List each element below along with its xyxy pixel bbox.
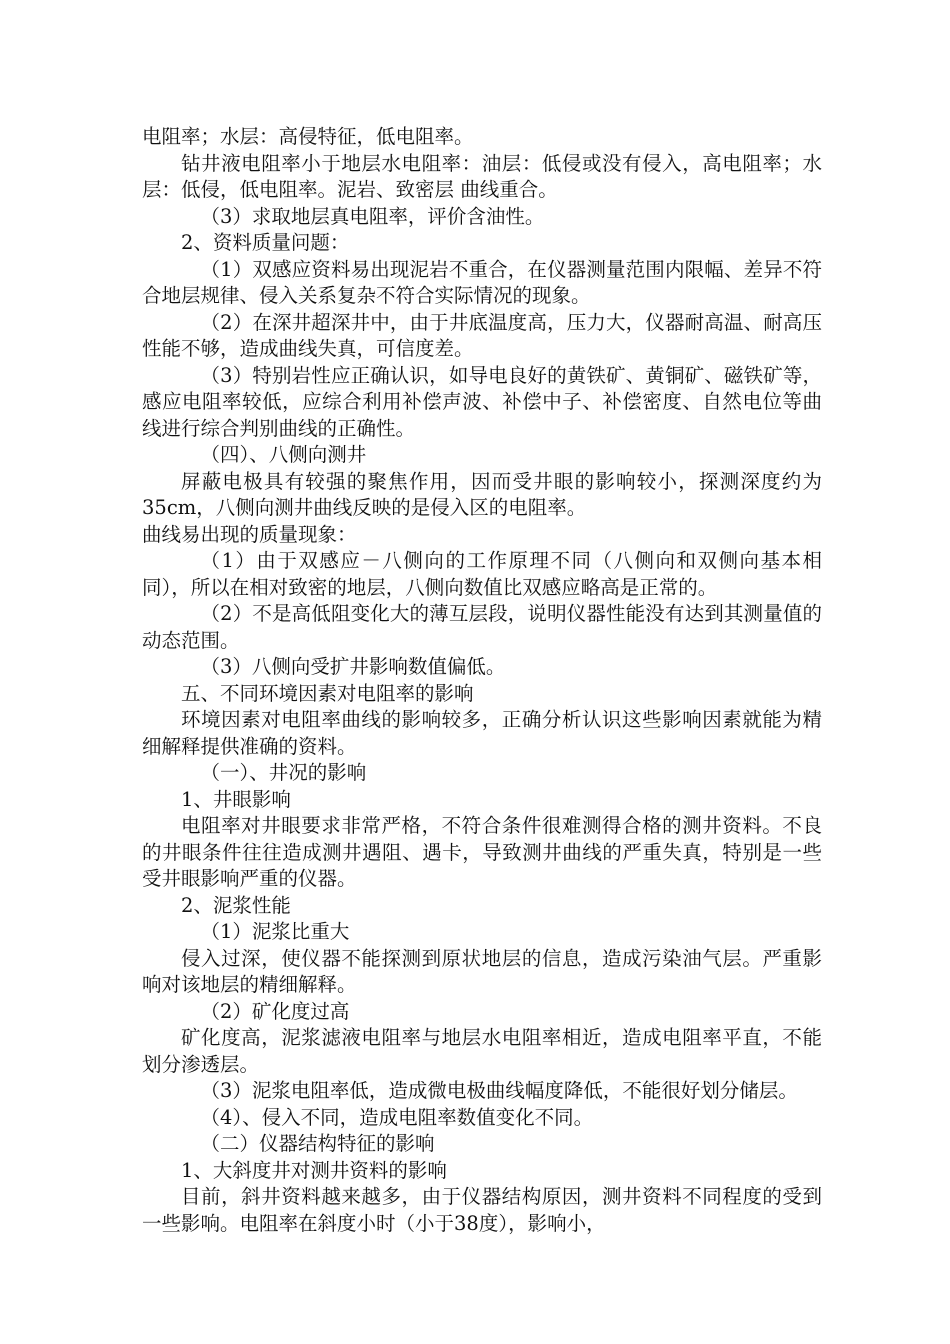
paragraph: （2）不是高低阻变化大的薄互层段，说明仪器性能没有达到其测量值的动态范围。 xyxy=(142,602,822,652)
paragraph: （1）由于双感应－八侧向的工作原理不同（八侧向和双侧向基本相同），所以在相对致密的地层，八侧向数值比双感应略高是正常的。 xyxy=(142,549,822,599)
paragraph: （3）求取地层真电阻率，评价含油性。 xyxy=(200,204,545,228)
paragraph: 屏蔽电极具有较强的聚焦作用，因而受井眼的影响较小，探测深度约为35cm，八侧向测井曲线反映的是侵入区的电阻率。 xyxy=(142,469,822,519)
paragraph: （一）、井况的影响 xyxy=(200,761,367,784)
paragraph: 曲线易出现的质量现象： xyxy=(142,522,357,546)
paragraph: 五、不同环境因素对电阻率的影响 xyxy=(181,681,474,705)
paragraph: 目前，斜井资料越来越多，由于仪器结构原因，测井资料不同程度的受到一些影响。电阻率在斜度小时（小于38度），影响小， xyxy=(142,1185,822,1235)
paragraph: （2）矿化度过高 xyxy=(200,999,350,1023)
paragraph: （3）特别岩性应正确认识，如导电良好的黄铁矿、黄铜矿、磁铁矿等，感应电阻率较低，应综合利用补偿声波、补偿中子、补偿密度、自然电位等曲线进行综合判别曲线的正确性。 xyxy=(142,363,822,440)
paragraph: （4）、侵入不同，造成电阻率数值变化不同。 xyxy=(200,1105,594,1129)
paragraph: 矿化度高，泥浆滤液电阻率与地层水电阻率相近，造成电阻率平直，不能划分渗透层。 xyxy=(142,1026,822,1076)
paragraph: （二）仪器结构特征的影响 xyxy=(200,1132,435,1155)
paragraph: （1）双感应资料易出现泥岩不重合，在仪器测量范围内限幅、差异不符合地层规律、侵入关系复杂不符合实际情况的现象。 xyxy=(142,257,822,307)
document-body xyxy=(142,124,822,1237)
paragraph: 电阻率对井眼要求非常严格，不符合条件很难测得合格的测井资料。不良的井眼条件往往造成测井遇阻、遇卡，导致测井曲线的严重失真，特别是一些受井眼影响严重的仪器。 xyxy=(142,814,822,890)
paragraph: 1、大斜度井对测井资料的影响 xyxy=(181,1158,447,1182)
paragraph: （四）、八侧向测井 xyxy=(200,443,367,466)
paragraph: 环境因素对电阻率曲线的影响较多，正确分析认识这些影响因素就能为精细解释提供准确的资料。 xyxy=(142,708,822,758)
paragraph: （2）在深井超深井中，由于井底温度高，压力大，仪器耐高温、耐高压性能不够，造成曲线失真，可信度差。 xyxy=(142,310,822,360)
paragraph: 电阻率；水层：高侵特征，低电阻率。 xyxy=(142,125,474,148)
paragraph: （1）泥浆比重大 xyxy=(200,920,350,943)
paragraph: 2、资料质量问题： xyxy=(181,231,350,254)
paragraph: 侵入过深，使仪器不能探测到原状地层的信息，造成污染油气层。严重影响对该地层的精细解释。 xyxy=(142,946,822,996)
paragraph: 钻井液电阻率小于地层水电阻率：油层：低侵或没有侵入，高电阻率；水层：低侵，低电阻率。泥岩、致密层 曲线重合。 xyxy=(142,151,822,201)
paragraph: （3）泥浆电阻率低，造成微电极曲线幅度降低，不能很好划分储层。 xyxy=(200,1079,798,1102)
paragraph: （3）八侧向受扩井影响数值偏低。 xyxy=(200,655,506,678)
paragraph: 2、泥浆性能 xyxy=(181,893,291,917)
paragraph: 1、井眼影响 xyxy=(181,787,291,811)
